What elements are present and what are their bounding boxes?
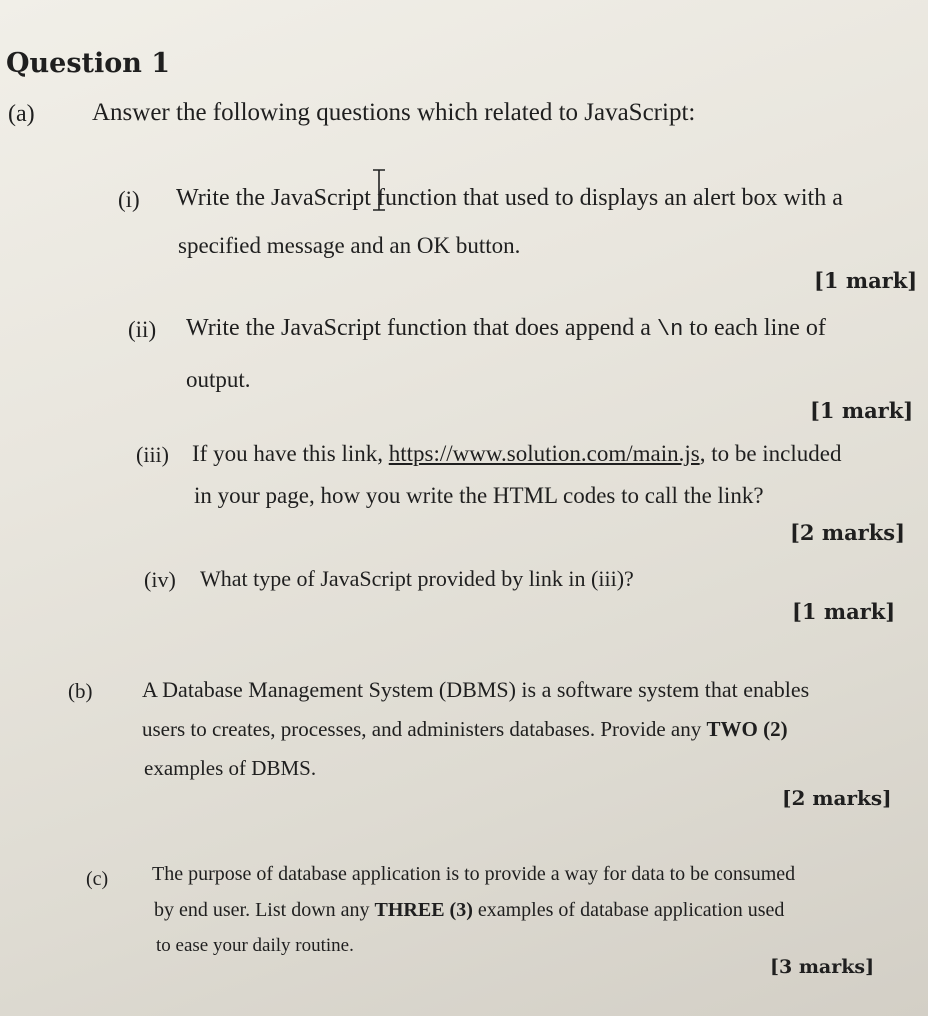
question-i-line2: specified message and an OK button.	[178, 233, 521, 258]
part-a-intro: Answer the following questions which related to JavaScript:	[92, 99, 696, 126]
part-c-text-post: examples of database application used	[477, 899, 785, 921]
question-iv-marks: [1 mark]	[792, 599, 896, 624]
question-i-marks: [1 mark]	[814, 268, 918, 293]
part-a-label: (a)	[8, 101, 35, 127]
part-c-text-pre: by end user. List down any	[154, 899, 370, 921]
part-b-line3: examples of DBMS.	[144, 756, 317, 780]
part-b-text-pre: users to creates, processes, and administers databases. Provide any	[142, 717, 702, 741]
script-link[interactable]: https://www.solution.com/main.js	[388, 441, 700, 466]
part-c-label: (c)	[86, 868, 109, 890]
part-c-line3: to ease your daily routine.	[156, 935, 354, 956]
question-ii-line2: output.	[186, 367, 251, 392]
question-ii-line1	[186, 316, 826, 341]
question-ii-label: (ii)	[128, 317, 157, 342]
question-title: Question 1	[6, 48, 171, 79]
question-i-label: (i)	[118, 187, 140, 212]
question-ii-marks: [1 mark]	[810, 398, 914, 423]
part-b-line1: A Database Management System (DBMS) is a software system that enables	[142, 677, 810, 702]
part-b-marks: [2 marks]	[782, 786, 892, 810]
part-b-line2	[142, 719, 788, 740]
question-iv-label: (iv)	[144, 567, 176, 592]
part-b-count: TWO (2)	[706, 717, 788, 741]
question-iv-line1: What type of JavaScript provided by link in (iii)?	[200, 566, 634, 591]
question-iii-line2: in your page, how you write the HTML codes to call the link?	[194, 483, 764, 508]
question-iii-text-pre: If you have this link,	[192, 441, 383, 466]
part-c-count: THREE (3)	[374, 899, 473, 921]
question-iii-line1	[192, 442, 841, 465]
part-c-line1: The purpose of database application is to provide a way for data to be consumed	[152, 863, 796, 885]
part-c-marks: [3 marks]	[770, 956, 875, 978]
question-ii-text-post: to each line of	[689, 315, 826, 341]
text-cursor-icon	[372, 168, 386, 212]
question-i-line1: Write the JavaScript function that used to displays an alert box with a	[176, 185, 843, 211]
question-iii-text-post: , to be included	[699, 441, 842, 466]
question-iii-label: (iii)	[136, 442, 169, 467]
part-c-line2	[154, 900, 784, 920]
question-ii-text-pre: Write the JavaScript function that does append a	[186, 315, 651, 341]
newline-code: \n	[656, 317, 684, 342]
question-iii-marks: [2 marks]	[790, 520, 906, 545]
part-b-label: (b)	[68, 679, 93, 703]
